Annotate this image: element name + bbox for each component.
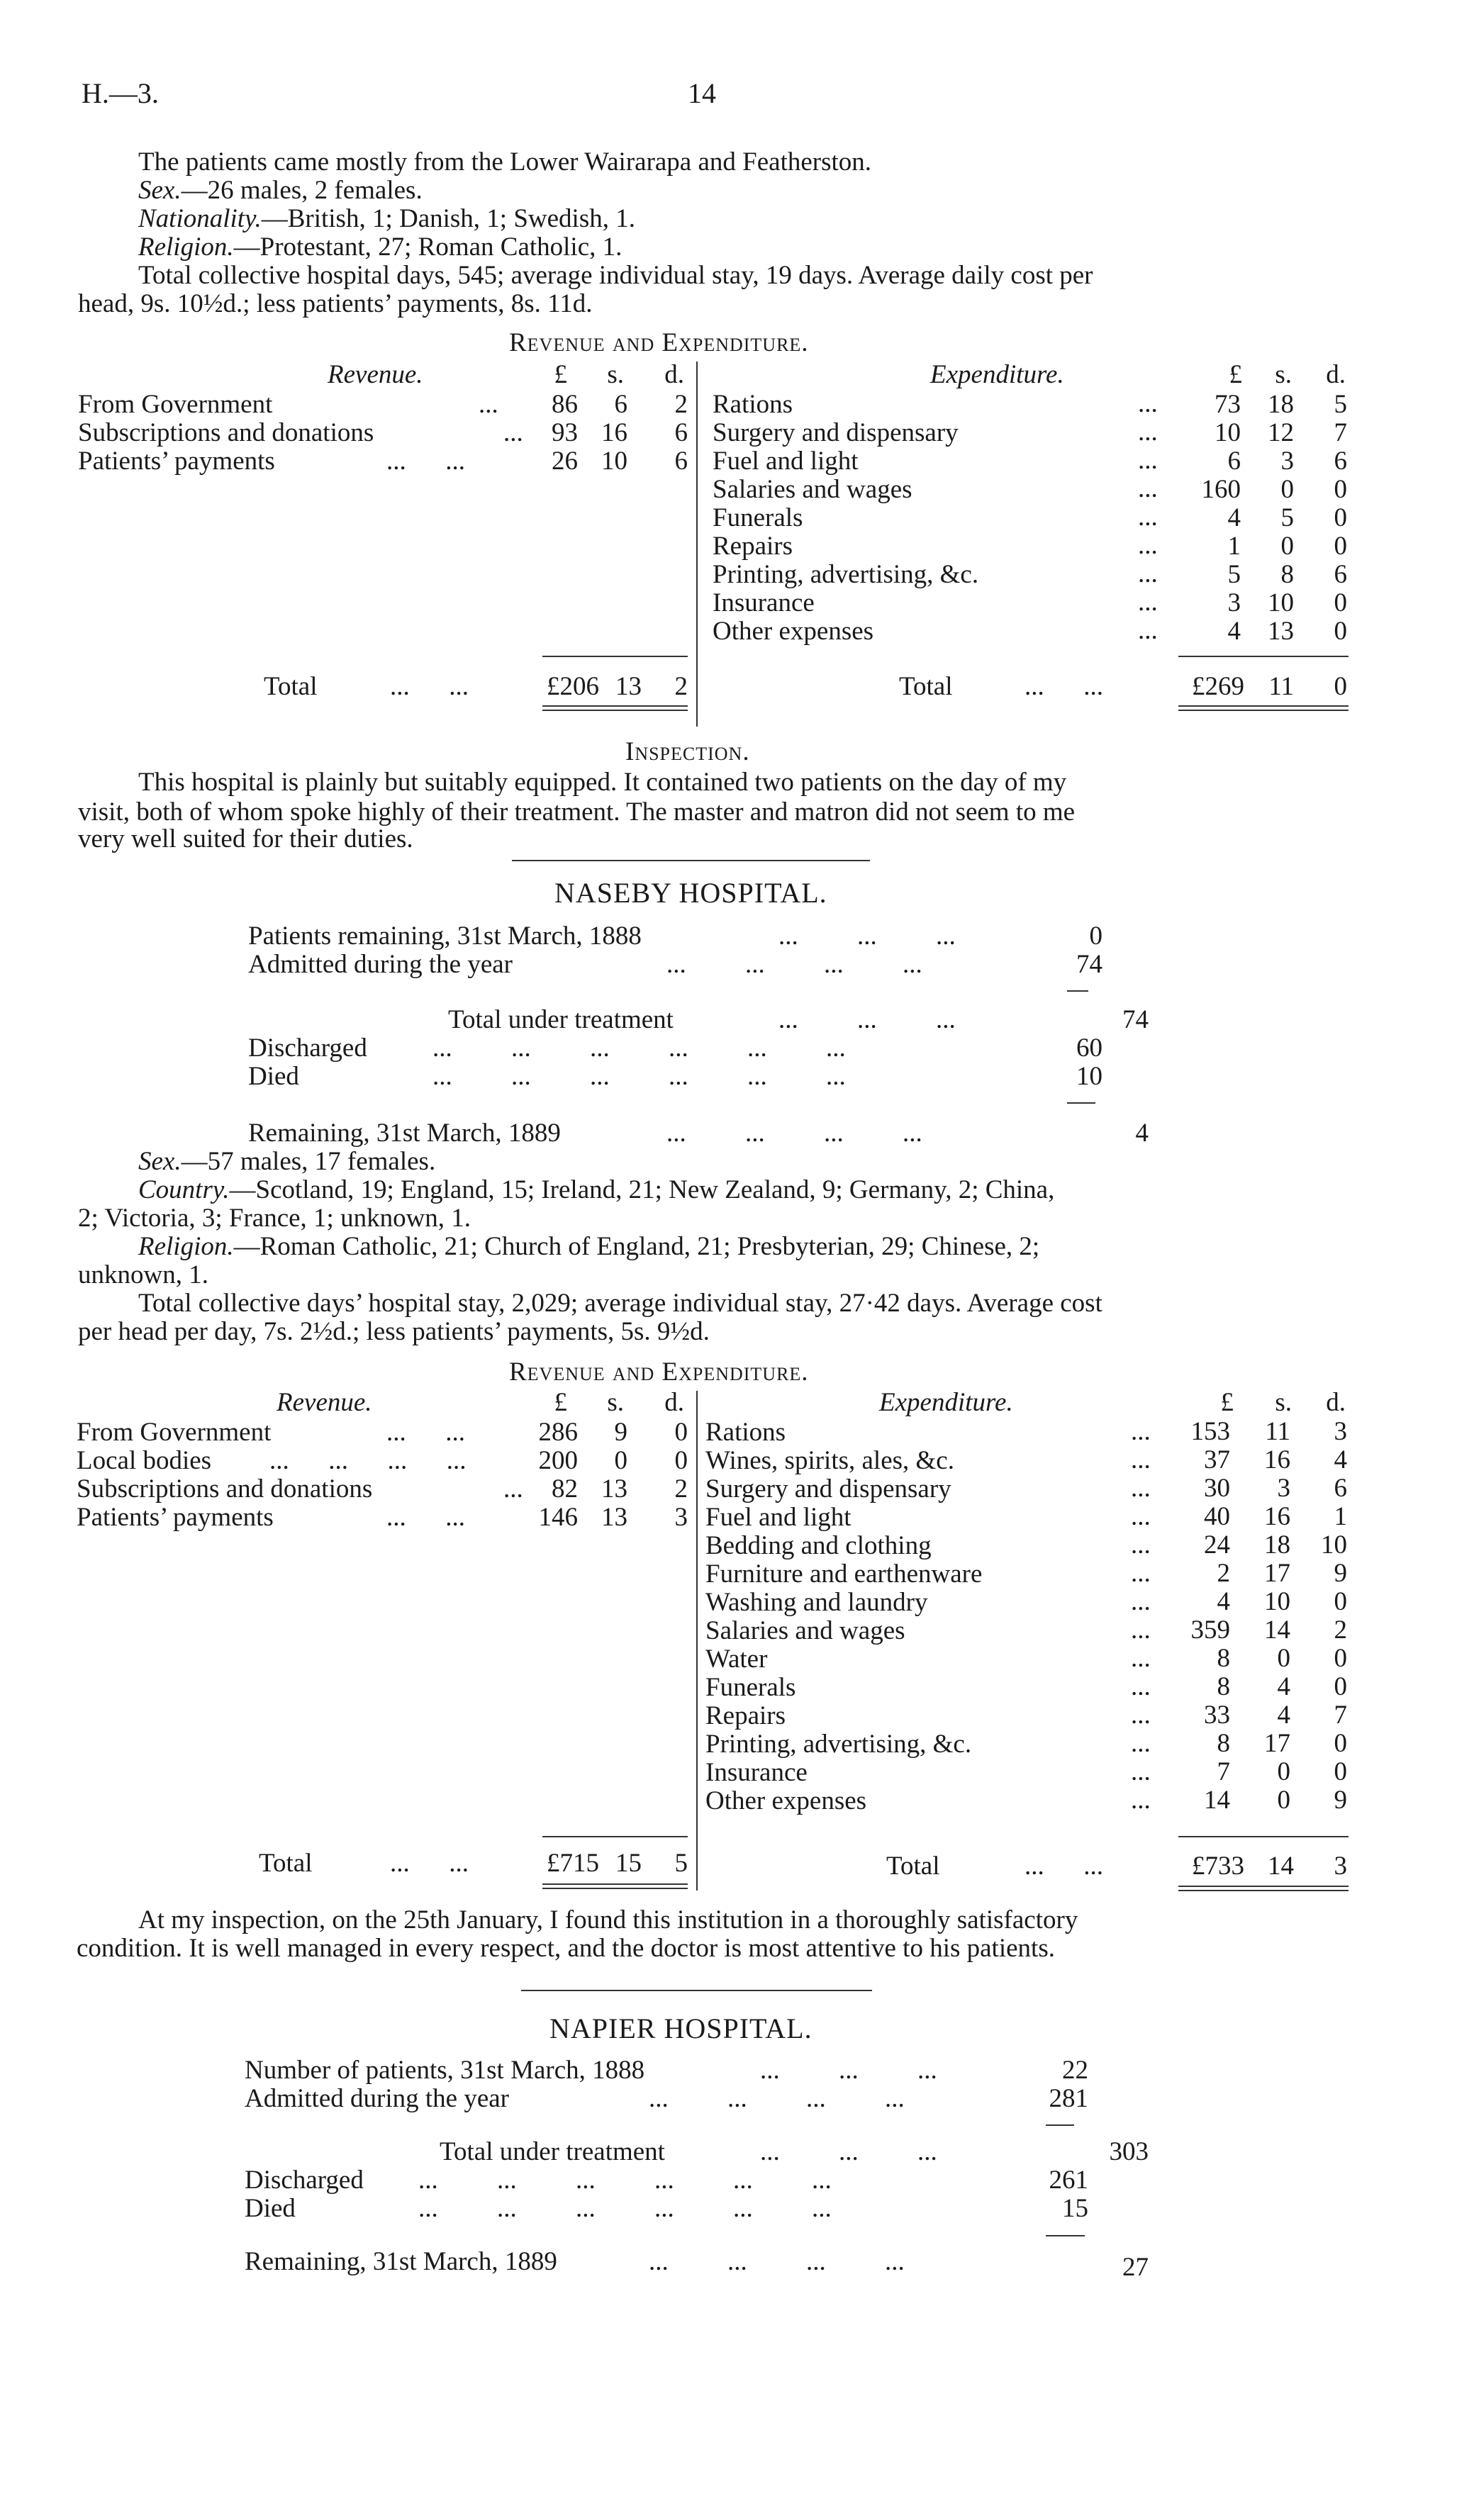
napier-title: NAPIER HOSPITAL. <box>549 2012 813 2044</box>
expenditure-row: Wines, spirits, ales, &c. <box>705 1446 954 1475</box>
expenditure-total-shillings: 11 <box>1268 672 1294 701</box>
revenue-total-pounds: £715 <box>547 1849 599 1878</box>
naseby-religion-line-1: Religion.—Roman Catholic, 21; Church of England, 21; Presbyterian, 29; Chinese, 2; <box>138 1232 1040 1261</box>
naseby-country-line-2: 2; Victoria, 3; France, 1; unknown, 1. <box>78 1204 471 1233</box>
summary-value: 4 <box>1135 1119 1149 1148</box>
nationality-line <box>138 204 635 233</box>
religion-label: Religion. <box>138 233 234 262</box>
pence-col: d. <box>664 1388 684 1417</box>
expenditure-pounds: 73 <box>1215 390 1241 419</box>
expenditure-pence: 0 <box>1334 617 1347 646</box>
expenditure-shillings: 12 <box>1268 418 1294 447</box>
inspection-line-1: This hospital is plainly but suitably equipped. It contained two patients on the day of my <box>138 768 1067 797</box>
expenditure-pounds: 5 <box>1227 560 1241 589</box>
summary-value: 27 <box>1122 2253 1149 2282</box>
hospital-days-line-1: Total collective hospital days, 545; average individual stay, 19 days. Average daily cost per <box>138 261 1093 290</box>
revenue-shillings: 13 <box>601 1503 627 1532</box>
revenue-total-pounds: £206 <box>547 672 599 701</box>
summary-label: Remaining, 31st March, 1889 <box>245 2247 557 2276</box>
expenditure-row: Funerals <box>705 1673 796 1702</box>
expenditure-pounds: 1 <box>1227 532 1241 561</box>
expenditure-total-label: Total <box>899 672 953 701</box>
naseby-title: NASEBY HOSPITAL. <box>554 877 827 909</box>
summary-label: Patients remaining, 31st March, 1888 <box>248 922 642 951</box>
revenue-row: Subscriptions and donations <box>78 418 374 447</box>
expenditure-pence: 7 <box>1334 418 1347 447</box>
revenue-row: Local bodies <box>77 1446 212 1475</box>
expenditure-total-pounds: £733 <box>1192 1852 1244 1881</box>
revenue-pounds: 286 <box>538 1418 578 1447</box>
summary-value: 10 <box>1076 1062 1102 1091</box>
expenditure-pence: 6 <box>1334 447 1347 476</box>
expenditure-row: Insurance <box>713 588 815 617</box>
expenditure-shillings: 3 <box>1280 447 1294 476</box>
expenditure-row: Surgery and dispensary <box>705 1474 951 1503</box>
revenue-row: From Government <box>77 1418 272 1447</box>
expenditure-pounds-column: 153 37 30 40 24 2 4 359 8 8 33 8 7 14 <box>1190 1417 1230 1815</box>
expenditure-row: Funerals <box>713 503 803 532</box>
expenditure-row: Printing, advertising, &c. <box>705 1730 972 1759</box>
pounds-col: £ <box>1220 1388 1234 1417</box>
naseby-country-line-1: Country.—Scotland, 19; England, 15; Ireland, 21; New Zealand, 9; Germany, 2; China, <box>138 1175 1055 1204</box>
summary-value: 303 <box>1109 2137 1149 2166</box>
expenditure-pounds: 10 <box>1215 418 1241 447</box>
expenditure-row: Washing and laundry <box>705 1588 928 1617</box>
expenditure-row: Printing, advertising, &c. <box>713 560 979 589</box>
expenditure-pence: 0 <box>1334 475 1347 504</box>
pounds-col: £ <box>554 360 567 389</box>
expenditure-row: Furniture and earthenware <box>705 1559 983 1589</box>
revenue-shillings: 9 <box>614 1418 627 1447</box>
revenue-pounds: 146 <box>538 1503 578 1532</box>
expenditure-pence-column: 3 4 6 1 10 9 0 2 0 0 7 0 0 9 <box>1321 1417 1347 1815</box>
summary-value: 22 <box>1062 2056 1088 2085</box>
revenue-pence: 2 <box>674 1474 688 1503</box>
revenue-heading: Revenue. <box>328 360 423 389</box>
summary-label: Remaining, 31st March, 1889 <box>248 1119 561 1148</box>
revenue-total-shillings: 15 <box>615 1849 642 1878</box>
expenditure-shillings: 10 <box>1268 588 1294 617</box>
expenditure-pence: 0 <box>1334 532 1347 561</box>
revenue-shillings: 10 <box>601 447 627 476</box>
pounds-col: £ <box>554 1388 567 1417</box>
pence-col: d. <box>664 360 684 389</box>
revenue-pence: 3 <box>674 1503 688 1532</box>
expenditure-pence: 0 <box>1334 588 1347 617</box>
expenditure-pounds: 160 <box>1201 475 1241 504</box>
naseby-days-line-1: Total collective days’ hospital stay, 2,029; average individual stay, 27·42 days. Average cost <box>138 1289 1102 1318</box>
naseby-days-line-2: per head per day, 7s. 2½d.; less patients’ payments, 5s. 9½d. <box>78 1317 710 1346</box>
shillings-col: s. <box>607 1388 624 1417</box>
summary-label: Number of patients, 31st March, 1888 <box>245 2056 645 2085</box>
summary-value: 60 <box>1076 1034 1102 1063</box>
summary-label: Died <box>245 2194 296 2223</box>
document-reference: H.—3. <box>82 77 159 109</box>
expenditure-pence: 5 <box>1334 390 1347 419</box>
expenditure-total-shillings: 14 <box>1268 1852 1294 1881</box>
summary-value: 15 <box>1062 2194 1088 2223</box>
expenditure-pounds: 4 <box>1227 503 1241 532</box>
revenue-shillings: 13 <box>601 1474 627 1503</box>
inspection-title: Inspection. <box>625 737 750 766</box>
religion-value: —Protestant, 27; Roman Catholic, 1. <box>233 233 622 262</box>
summary-label: Total under treatment <box>440 2137 665 2166</box>
expenditure-shillings: 18 <box>1268 390 1294 419</box>
expenditure-shillings: 5 <box>1280 503 1294 532</box>
pounds-col: £ <box>1229 360 1242 389</box>
revenue-shillings: 0 <box>614 1446 627 1475</box>
revenue-pounds: 82 <box>552 1474 578 1503</box>
expenditure-row: Other expenses <box>713 617 874 646</box>
expenditure-row: Insurance <box>705 1758 808 1787</box>
expenditure-row: Other expenses <box>705 1786 867 1815</box>
summary-label: Discharged <box>248 1034 367 1063</box>
revenue-shillings: 6 <box>614 390 627 419</box>
revenue-row: Subscriptions and donations <box>77 1474 373 1503</box>
summary-label: Discharged <box>245 2166 364 2195</box>
revenue-total-label: Total <box>259 1849 313 1878</box>
expenditure-row: Water <box>705 1645 768 1674</box>
revenue-pence: 6 <box>674 447 688 476</box>
expenditure-row: Salaries and wages <box>713 475 912 504</box>
summary-label: Admitted during the year <box>245 2084 509 2113</box>
summary-label: Total under treatment <box>448 1005 674 1034</box>
expenditure-shillings-column: 11 16 3 16 18 17 10 14 0 4 4 17 0 0 <box>1264 1417 1290 1815</box>
naseby-religion-line-2: unknown, 1. <box>78 1260 208 1289</box>
sex-line <box>138 176 423 205</box>
shillings-col: s. <box>1275 1388 1292 1417</box>
revenue-pence: 6 <box>674 418 688 447</box>
expenditure-shillings: 8 <box>1280 560 1294 589</box>
expenditure-shillings: 0 <box>1280 532 1294 561</box>
naseby-table-title: Revenue and Expenditure. <box>509 1357 809 1387</box>
revenue-total-shillings: 13 <box>615 672 642 701</box>
expenditure-shillings: 0 <box>1280 475 1294 504</box>
shillings-col: s. <box>1275 360 1292 389</box>
expenditure-heading: Expenditure. <box>879 1388 1013 1417</box>
shillings-col: s. <box>607 360 624 389</box>
naseby-sex-line: Sex.—57 males, 17 females. <box>138 1147 436 1176</box>
expenditure-shillings: 13 <box>1268 617 1294 646</box>
nationality-value: —British, 1; Danish, 1; Swedish, 1. <box>261 204 635 233</box>
expenditure-row: Rations <box>713 390 793 419</box>
summary-value: 74 <box>1122 1005 1149 1034</box>
revenue-pence: 0 <box>674 1446 688 1475</box>
sex-label: Sex. <box>138 176 182 205</box>
summary-label: Admitted during the year <box>248 950 513 979</box>
revenue-row: Patients’ payments <box>78 447 275 476</box>
expenditure-row: Repairs <box>713 532 793 561</box>
summary-value: 74 <box>1076 950 1102 979</box>
summary-value: 261 <box>1049 2166 1088 2195</box>
revenue-pounds: 86 <box>552 390 578 419</box>
naseby-inspection-line-2: condition. It is well managed in every respect, and the doctor is most attentive to his patients. <box>77 1934 1055 1963</box>
expenditure-pence: 6 <box>1334 560 1347 589</box>
expenditure-row: Rations <box>705 1418 786 1447</box>
expenditure-row: Salaries and wages <box>705 1616 905 1645</box>
religion-line <box>138 233 622 262</box>
revenue-pence: 0 <box>674 1418 688 1447</box>
page-number: 14 <box>688 77 716 109</box>
expenditure-pounds: 3 <box>1227 588 1241 617</box>
expenditure-row: Fuel and light <box>713 447 859 476</box>
summary-label: Died <box>248 1062 299 1091</box>
summary-value: 0 <box>1089 922 1102 951</box>
sex-value: —26 males, 2 females. <box>181 176 423 205</box>
naseby-inspection-line-1: At my inspection, on the 25th January, I found this institution in a thoroughly satisfactory <box>138 1905 1078 1934</box>
expenditure-row: Fuel and light <box>705 1503 852 1532</box>
expenditure-row: Bedding and clothing <box>705 1531 932 1560</box>
revenue-total-label: Total <box>264 672 318 701</box>
expenditure-total-pence: 3 <box>1334 1852 1347 1881</box>
expenditure-total-pence: 0 <box>1334 672 1347 701</box>
inspection-line-2: visit, both of whom spoke highly of their treatment. The master and matron did not seem to me <box>78 797 1076 827</box>
revenue-expenditure-title: Revenue and Expenditure. <box>509 328 809 357</box>
expenditure-row: Repairs <box>705 1701 786 1730</box>
revenue-shillings: 16 <box>601 418 627 447</box>
expenditure-pence: 0 <box>1334 503 1347 532</box>
revenue-pounds: 26 <box>552 447 578 476</box>
hospital-days-line-2: head, 9s. 10½d.; less patients’ payments, 8s. 11d. <box>78 289 593 318</box>
revenue-row: From Government <box>78 390 273 419</box>
revenue-pounds: 200 <box>538 1446 578 1475</box>
summary-value: 281 <box>1049 2084 1088 2113</box>
nationality-label: Nationality. <box>138 204 262 233</box>
inspection-line-3: very well suited for their duties. <box>78 824 413 853</box>
expenditure-pounds: 6 <box>1227 447 1241 476</box>
revenue-row: Patients’ payments <box>77 1503 274 1532</box>
revenue-total-pence: 5 <box>674 1849 688 1878</box>
expenditure-row: Surgery and dispensary <box>713 418 959 447</box>
expenditure-total-pounds: £269 <box>1192 672 1244 701</box>
revenue-pence: 2 <box>674 390 688 419</box>
intro-line: The patients came mostly from the Lower Wairarapa and Featherston. <box>138 147 872 177</box>
revenue-pounds: 93 <box>552 418 578 447</box>
pence-col: d. <box>1326 360 1346 389</box>
revenue-heading: Revenue. <box>277 1388 372 1417</box>
expenditure-total-label: Total <box>886 1852 940 1881</box>
revenue-total-pence: 2 <box>674 672 688 701</box>
expenditure-heading: Expenditure. <box>930 360 1064 389</box>
pence-col: d. <box>1326 1388 1346 1417</box>
expenditure-pounds: 4 <box>1227 617 1241 646</box>
